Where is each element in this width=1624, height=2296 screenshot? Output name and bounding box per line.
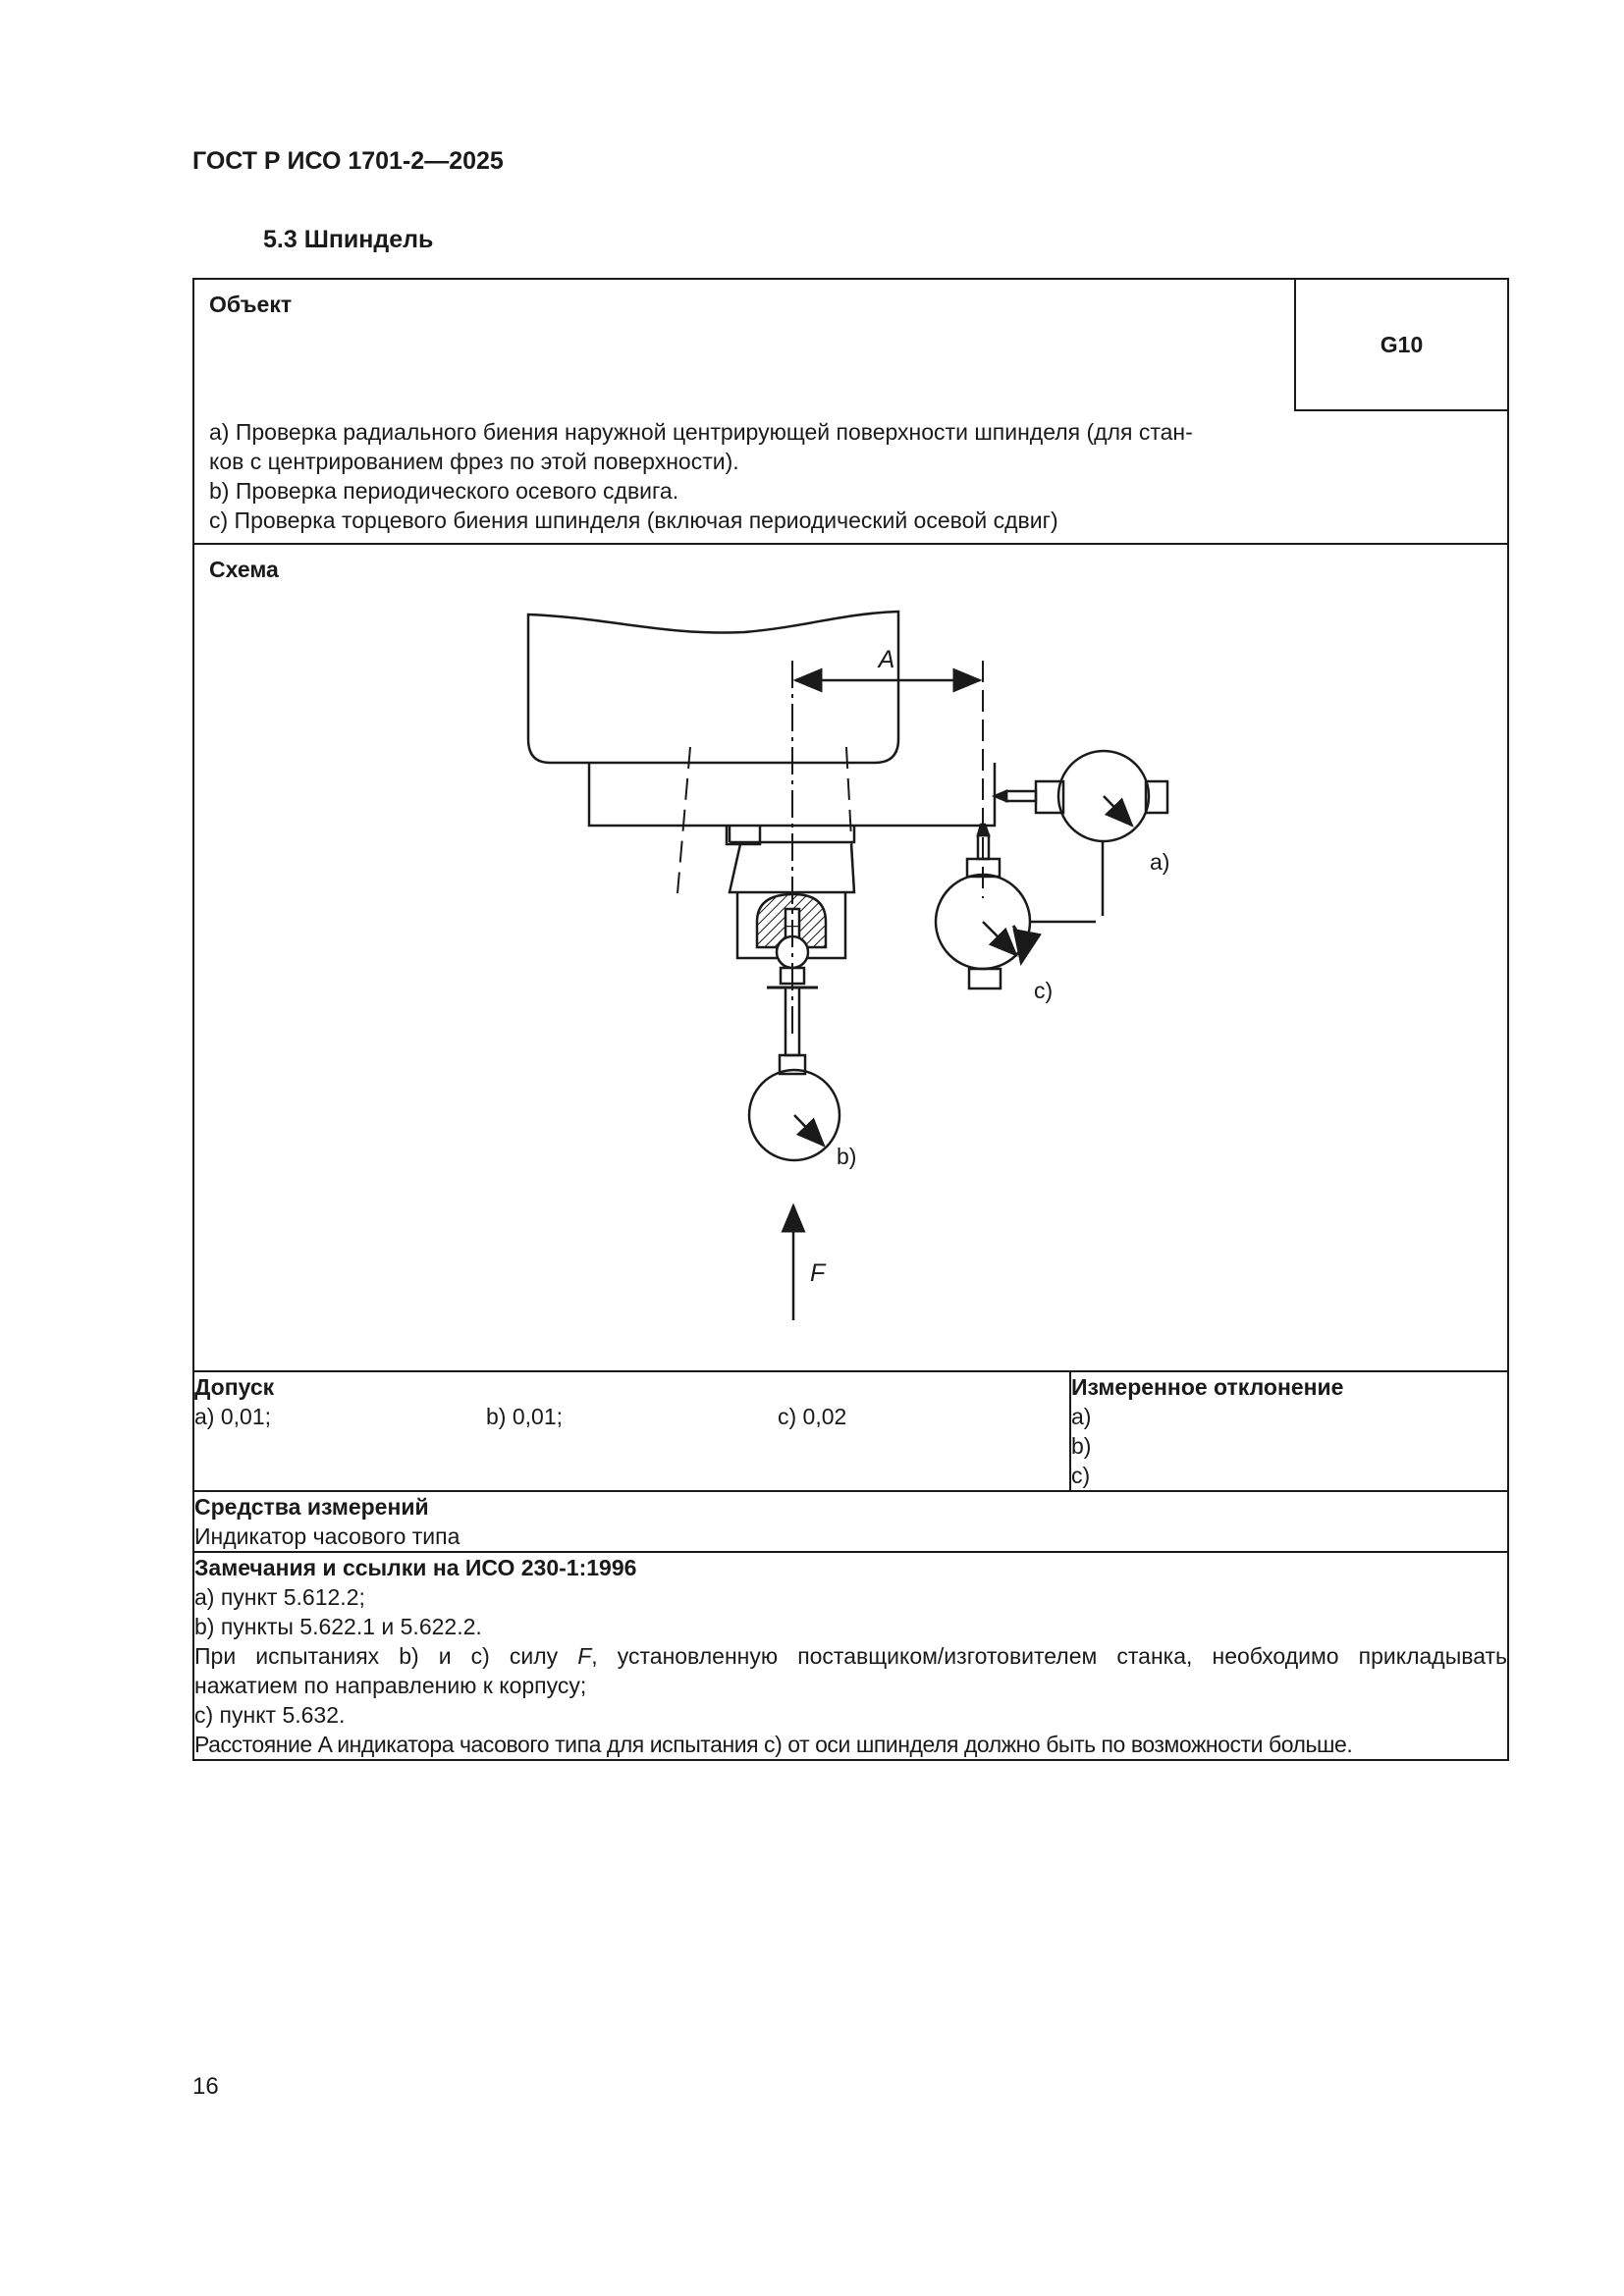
measured-deviation-label: Измеренное отклонение [1071, 1374, 1344, 1400]
measured-c: c) [1071, 1463, 1091, 1488]
object-row [193, 279, 1508, 544]
tolerance-row [193, 1371, 1508, 1491]
tolerance-c: c) 0,02 [778, 1404, 847, 1429]
instruments-row [193, 1491, 1508, 1552]
remarks-line-a: a) пункт 5.612.2; [194, 1584, 365, 1610]
object-item-a-line1: a) Проверка радиального биения наружной центрирующей поверхности шпинделя (для стан- [209, 419, 1193, 445]
force-label: F [810, 1259, 826, 1287]
instruments-text: Индикатор часового типа [194, 1523, 460, 1549]
measured-b: b) [1071, 1433, 1092, 1459]
object-label: Объект [209, 292, 293, 317]
dimension-a-label: A [878, 646, 895, 673]
spindle-scheme-diagram [194, 545, 1505, 1370]
remarks-row [193, 1552, 1508, 1760]
remarks-force-note: При испытаниях b) и c) силу F, установленную поставщиком/изготовителем станка, необходимо прикладывать [194, 1643, 1508, 1669]
indicator-a-tip [995, 791, 1006, 801]
scheme-label: Схема [209, 557, 279, 582]
tolerance-a: a) 0,01; [194, 1404, 271, 1429]
measured-a: a) [1071, 1404, 1092, 1429]
section-title: 5.3 Шпиндель [263, 226, 434, 253]
remarks-label: Замечания и ссылки на ИСО 230-1:1996 [194, 1555, 637, 1580]
page-number: 16 [192, 2073, 219, 2100]
tolerance-label: Допуск [194, 1374, 275, 1400]
object-items [194, 411, 1507, 543]
object-item-c: c) Проверка торцевого биения шпинделя (включая периодический осевой сдвиг) [209, 507, 1058, 533]
remarks-line-c: c) пункт 5.632. [194, 1702, 346, 1728]
test-card-table [192, 278, 1509, 1761]
object-item-b: b) Проверка периодического осевого сдвига. [209, 478, 679, 504]
remarks-force-note-cont: нажатием по направлению к корпусу; [194, 1673, 587, 1698]
machine-head-body [528, 612, 898, 763]
instruments-label: Средства измерений [194, 1494, 429, 1520]
indicator-b-label: b) [837, 1144, 857, 1169]
remarks-line-b: b) пункты 5.622.1 и 5.622.2. [194, 1614, 482, 1639]
tolerance-b: b) 0,01; [486, 1404, 563, 1429]
test-code: G10 [1294, 280, 1507, 411]
object-item-a-line2: ков с центрированием фрез по этой поверхности). [209, 449, 739, 474]
force-variable: F [577, 1643, 592, 1669]
indicator-c-label: c) [1034, 978, 1054, 1003]
document-code: ГОСТ Р ИСО 1701-2—2025 [192, 147, 504, 175]
remarks-distance-note: Расстояние A индикатора часового типа для испытания c) от оси шпинделя должно быть по возможности больше. [194, 1732, 1353, 1757]
tool-edge-left [677, 747, 690, 893]
scheme-row [193, 544, 1508, 1371]
indicator-a-label: a) [1150, 849, 1170, 875]
